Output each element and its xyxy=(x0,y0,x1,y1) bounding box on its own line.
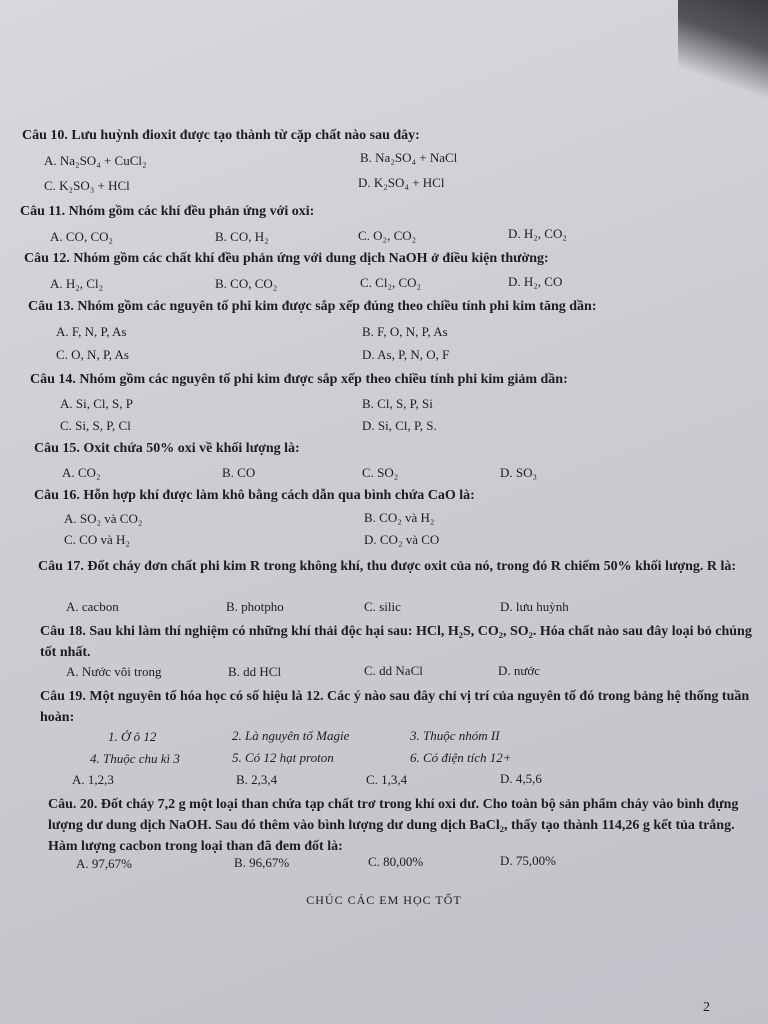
q14-option-b: B. Cl, S, P, Si xyxy=(362,396,433,411)
q20-option-c: C. 80,00% xyxy=(368,854,424,869)
q16-option-a: A. SO₂ và CO₂ xyxy=(64,511,143,526)
q13-option-c: C. O, N, P, As xyxy=(56,347,129,362)
q18-option-b: B. dd HCl xyxy=(228,664,282,679)
q19-option-a: A. 1,2,3 xyxy=(72,772,114,787)
q11-option-c: C. O₂, CO₂ xyxy=(358,228,417,243)
q12-option-a: A. H₂, Cl₂ xyxy=(50,276,104,291)
q19-statement-5: 5. Có 12 hạt proton xyxy=(232,750,334,765)
q19-statement-2: 2. Là nguyên tố Magie xyxy=(232,728,350,743)
q20-option-b: B. 96,67% xyxy=(234,855,290,870)
question-19-stem: Câu 19. Một nguyên tố hóa học có số hiệu là 12. Các ý nào sau đây chỉ vị trí của nguyên tố đó trong bảng hệ thống tuần hoàn: xyxy=(40,689,750,725)
q18-option-a: A. Nước vôi trong xyxy=(66,664,162,679)
question-16-stem: Câu 16. Hỗn hợp khí được làm khô bằng cách dẫn qua bình chứa CaO là: xyxy=(34,488,475,503)
q11-option-b: B. CO, H₂ xyxy=(215,229,269,244)
q14-option-c: C. Si, S, P, Cl xyxy=(60,418,131,433)
q19-statement-3: 3. Thuộc nhóm II xyxy=(410,728,500,743)
q14-option-d: D. Si, Cl, P, S. xyxy=(362,418,437,433)
q15-option-d: D. SO₃ xyxy=(500,465,538,480)
q11-option-a: A. CO, CO₂ xyxy=(50,229,114,244)
page-number: 2 xyxy=(703,1000,710,1015)
q15-option-a: A. CO₂ xyxy=(62,465,101,480)
q12-option-b: B. CO, CO₂ xyxy=(215,276,278,291)
q19-option-c: C. 1,3,4 xyxy=(366,772,408,787)
q17-option-b: B. photpho xyxy=(226,599,284,614)
q19-statement-6: 6. Có điện tích 12+ xyxy=(410,750,512,765)
question-10-stem: Câu 10. Lưu huỳnh đioxit được tạo thành từ cặp chất nào sau đây: xyxy=(22,128,420,143)
q19-option-b: B. 2,3,4 xyxy=(236,772,278,787)
q10-option-c: C. K₂SO₃ + HCl xyxy=(44,178,130,193)
question-14-stem: Câu 14. Nhóm gồm các nguyên tố phi kim được sắp xếp theo chiều tính phi kim giảm dần: xyxy=(30,372,568,387)
q20-option-a: A. 97,67% xyxy=(76,856,132,871)
q11-option-d: D. H₂, CO₂ xyxy=(508,226,567,241)
closing-message: CHÚC CÁC EM HỌC TỐT xyxy=(306,893,462,907)
q10-option-d: D. K₂SO₄ + HCl xyxy=(358,175,445,190)
q19-option-d: D. 4,5,6 xyxy=(500,771,542,786)
question-15-stem: Câu 15. Oxit chứa 50% oxi về khối lượng là: xyxy=(34,441,300,456)
q18-option-c: C. dd NaCl xyxy=(364,663,423,678)
question-17-stem: Câu 17. Đốt cháy đơn chất phi kim R trong không khí, thu được oxit của nó, trong đó R chiếm 50% khối lượng. R là: xyxy=(38,559,737,574)
question-12-stem: Câu 12. Nhóm gồm các chất khí đều phản ứng với dung dịch NaOH ở điều kiện thường: xyxy=(24,251,549,266)
q19-statement-1: 1. Ở ô 12 xyxy=(108,729,157,744)
q17-option-a: A. cacbon xyxy=(66,599,119,614)
q12-option-c: C. Cl₂, CO₂ xyxy=(360,275,422,290)
q13-option-a: A. F, N, P, As xyxy=(56,324,127,339)
question-20-stem: Câu. 20. Đốt cháy 7,2 g một loại than chứa tạp chất trơ trong khí oxi dư. Cho toàn bộ sản phẩm cháy vào bình đựng lượng dư dung dịch NaOH. Sau đó thêm vào bình lượng dư dung dịch BaCl₂, thấy tạo thành 114,26 g kết tủa trắng. Hàm lượng cacbon trong loại than đã đem đốt là: xyxy=(48,797,739,854)
q13-option-d: D. As, P, N, O, F xyxy=(362,347,450,362)
q15-option-c: C. SO₂ xyxy=(362,465,399,480)
q18-option-d: D. nước xyxy=(498,663,541,678)
q20-option-d: D. 75,00% xyxy=(500,853,556,868)
question-18-stem: Câu 18. Sau khi làm thí nghiệm có những khí thải độc hại sau: HCl, H₂S, CO₂, SO₂. Hóa chất nào sau đây loại bỏ chúng tốt nhất. xyxy=(40,624,752,660)
q19-statement-4: 4. Thuộc chu kì 3 xyxy=(90,751,180,766)
q15-option-b: B. CO xyxy=(222,465,256,480)
question-11-stem: Câu 11. Nhóm gồm các khí đều phản ứng với oxi: xyxy=(20,204,315,219)
q17-option-c: C. silic xyxy=(364,599,401,614)
q13-option-b: B. F, O, N, P, As xyxy=(362,324,448,339)
q16-option-b: B. CO₂ và H₂ xyxy=(364,510,435,525)
question-13-stem: Câu 13. Nhóm gồm các nguyên tố phi kim được sắp xếp đúng theo chiều tính phi kim tăng dần: xyxy=(28,299,597,314)
q10-option-a: A. Na₂SO₄ + CuCl₂ xyxy=(44,153,147,168)
q17-option-d: D. lưu huỳnh xyxy=(500,599,569,614)
q14-option-a: A. Si, Cl, S, P xyxy=(60,396,133,411)
q10-option-b: B. Na₂SO₄ + NaCl xyxy=(360,150,458,165)
q16-option-c: C. CO và H₂ xyxy=(64,532,130,547)
q16-option-d: D. CO₂ và CO xyxy=(364,532,440,547)
q12-option-d: D. H₂, CO xyxy=(508,274,563,289)
